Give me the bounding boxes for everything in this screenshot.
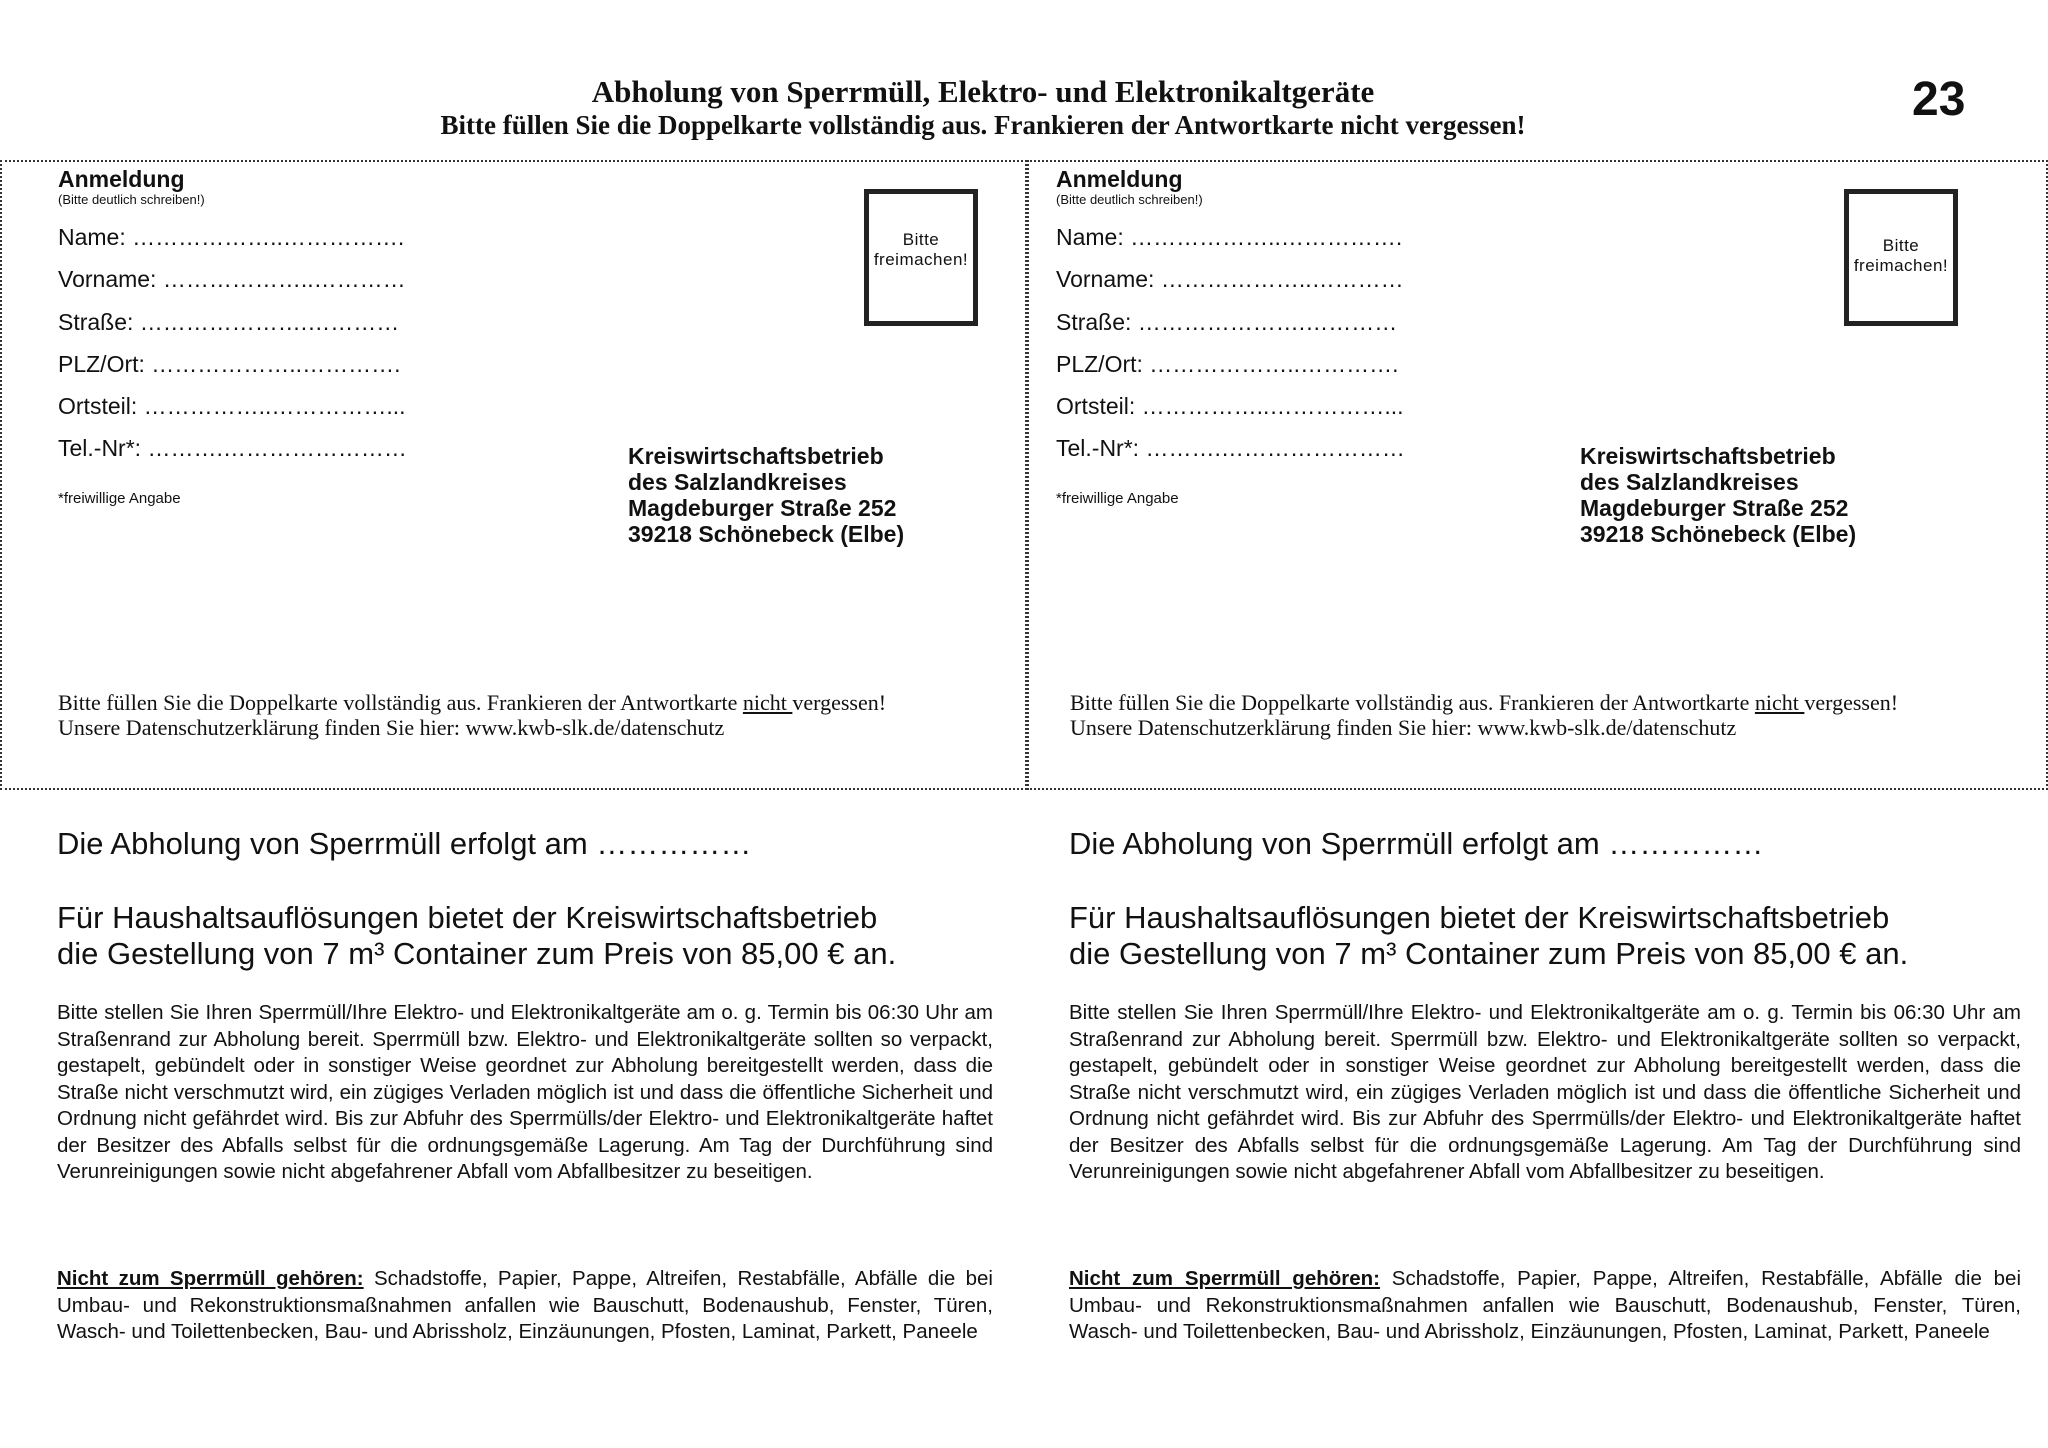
footer-text: Bitte füllen Sie die Doppelkarte vollständig aus. Frankieren der Antwortkarte	[1070, 690, 1755, 715]
name-field[interactable]: Name: ………………..…………….	[1056, 224, 1403, 250]
page-number: 23	[1912, 73, 1966, 126]
vorname-field[interactable]: Vorname: ………………..…………	[58, 266, 406, 292]
excluded-items	[57, 1266, 993, 1346]
household-offer-line-2: die Gestellung von 7 m³ Container zum Preis von 85,00 € an.	[1069, 936, 1909, 971]
excluded-items	[1069, 1266, 2021, 1346]
card-footer-line-2: Unsere Datenschutzerklärung finden Sie hier: www.kwb-slk.de/datenschutz	[58, 715, 725, 740]
pickup-date-line: Die Abholung von Sperrmüll erfolgt am ……………	[57, 826, 752, 861]
optional-note: *freiwillige Angabe	[58, 490, 181, 507]
ortsteil-field[interactable]: Ortsteil: ……………..……………...	[58, 393, 406, 419]
card-footer-line-1	[58, 690, 886, 716]
address-line-1: Kreiswirtschaftsbetrieb	[1580, 443, 1836, 469]
excluded-text: Schadstoffe, Papier, Pappe, Altreifen, Restabfälle, Abfälle die bei Umbau- und Rekonstruktionsmaßnahmen anfallen wie Bauschutt, Bodenaushub, Fenster, Türen, Wasch- und Toilettenbecken, Bau- und Abrissholz, Einzäunungen, Pfosten, Laminat, Parkett, Paneele	[1069, 1267, 2021, 1343]
name-field[interactable]: Name: ………………..…………….	[58, 224, 405, 250]
registration-card-right	[1027, 160, 2048, 790]
recipient-address	[628, 443, 904, 547]
excluded-text: Schadstoffe, Papier, Pappe, Altreifen, Restabfälle, Abfälle die bei Umbau- und Rekonstruktionsmaßnahmen anfallen wie Bauschutt, Bodenaushub, Fenster, Türen, Wasch- und Toilettenbecken, Bau- und Abrissholz, Einzäunungen, Pfosten, Laminat, Parkett, Paneele	[57, 1267, 993, 1343]
stamp-text-line1: Bitte	[1882, 236, 1920, 255]
card-title: Anmeldung	[58, 166, 185, 192]
page-subtitle: Bitte füllen Sie die Doppelkarte vollständig aus. Frankieren der Antwortkarte nicht vergessen!	[440, 110, 1526, 140]
address-line-2: des Salzlandkreises	[1580, 469, 1799, 495]
tel-field[interactable]: Tel.-Nr*: ……….……………………	[1056, 435, 1405, 461]
optional-note: *freiwillige Angabe	[1056, 490, 1179, 507]
ortsteil-field[interactable]: Ortsteil: ……………..……………...	[1056, 393, 1404, 419]
tel-field[interactable]: Tel.-Nr*: ……….……………………	[58, 435, 407, 461]
footer-text-end: vergessen!	[1804, 690, 1899, 715]
address-line-4: 39218 Schönebeck (Elbe)	[628, 521, 905, 547]
strasse-field[interactable]: Straße: ………………….…………	[58, 309, 400, 335]
plz-ort-field[interactable]: PLZ/Ort: ………………..………….	[58, 351, 401, 377]
household-offer-line-1: Für Haushaltsauflösungen bietet der Kreiswirtschaftsbetrieb	[57, 900, 878, 935]
pickup-instructions: Bitte stellen Sie Ihren Sperrmüll/Ihre Elektro- und Elektronikaltgeräte am o. g. Termin bis 06:30 Uhr am Straßenrand zur Abholung bereit. Sperrmüll bzw. Elektro- und Elektronikaltgeräte sollten so verpackt, gestapelt, gebündelt oder in sonstiger Weise geordnet zur Abholung bereitgestellt werden, dass die Straße nicht verschmutzt wird, ein zügiges Verladen möglich ist und dass die öffentliche Sicherheit und Ordnung nicht gefährdet wird. Bis zur Abfuhr des Sperrmülls/der Elektro- und Elektronikaltgeräte haftet der Besitzer des Abfalls selbst für die ordnungsgemäße Lagerung. Am Tag der Durchführung sind Verunreinigungen sowie nicht abgefahrener Abfall vom Abfallbesitzer zu beseitigen.	[57, 1001, 993, 1183]
stamp-text-line1: Bitte	[902, 230, 940, 249]
recipient-address	[1580, 443, 1856, 547]
page-title: Abholung von Sperrmüll, Elektro- und Elektronikaltgeräte	[591, 74, 1375, 109]
stamp-text-line2: freimachen!	[873, 250, 969, 269]
card-title: Anmeldung	[1056, 166, 1183, 192]
pickup-instructions: Bitte stellen Sie Ihren Sperrmüll/Ihre Elektro- und Elektronikaltgeräte am o. g. Termin bis 06:30 Uhr am Straßenrand zur Abholung bereit. Sperrmüll bzw. Elektro- und Elektronikaltgeräte sollten so verpackt, gestapelt, gebündelt oder in sonstiger Weise geordnet zur Abholung bereitgestellt werden, dass die Straße nicht verschmutzt wird, ein zügiges Verladen möglich ist und dass die öffentliche Sicherheit und Ordnung nicht gefährdet wird. Bis zur Abfuhr des Sperrmülls/der Elektro- und Elektronikaltgeräte haftet der Besitzer des Abfalls selbst für die ordnungsgemäße Lagerung. Am Tag der Durchführung sind Verunreinigungen sowie nicht abgefahrener Abfall vom Abfallbesitzer zu beseitigen.	[1069, 1001, 2021, 1183]
pickup-date-line: Die Abholung von Sperrmüll erfolgt am ……………	[1069, 826, 1764, 861]
footer-underlined: nicht	[1754, 690, 1805, 715]
card-footer-line-1	[1070, 690, 1898, 716]
stamp-text-line2: freimachen!	[1853, 256, 1949, 275]
footer-text: Bitte füllen Sie die Doppelkarte vollständig aus. Frankieren der Antwortkarte	[58, 690, 743, 715]
address-line-3: Magdeburger Straße 252	[1580, 495, 1849, 521]
address-line-1: Kreiswirtschaftsbetrieb	[628, 443, 884, 469]
card-hint: (Bitte deutlich schreiben!)	[1056, 192, 1203, 207]
footer-underlined: nicht	[742, 690, 793, 715]
footer-text-end: vergessen!	[792, 690, 887, 715]
address-line-3: Magdeburger Straße 252	[628, 495, 897, 521]
vorname-field[interactable]: Vorname: ………………..…………	[1056, 266, 1404, 292]
plz-ort-field[interactable]: PLZ/Ort: ………………..………….	[1056, 351, 1399, 377]
address-line-2: des Salzlandkreises	[628, 469, 847, 495]
strasse-field[interactable]: Straße: ………………….…………	[1056, 309, 1398, 335]
card-footer-line-2: Unsere Datenschutzerklärung finden Sie hier: www.kwb-slk.de/datenschutz	[1070, 715, 1737, 740]
household-offer-line-2: die Gestellung von 7 m³ Container zum Preis von 85,00 € an.	[57, 936, 897, 971]
stamp-box	[1844, 189, 1958, 326]
registration-card-left	[0, 160, 1027, 790]
address-line-4: 39218 Schönebeck (Elbe)	[1580, 521, 1857, 547]
stamp-box	[864, 189, 978, 326]
household-offer-line-1: Für Haushaltsauflösungen bietet der Kreiswirtschaftsbetrieb	[1069, 900, 1890, 935]
card-hint: (Bitte deutlich schreiben!)	[58, 192, 205, 207]
excluded-label: Nicht zum Sperrmüll gehören:	[1069, 1267, 1381, 1290]
excluded-label: Nicht zum Sperrmüll gehören:	[57, 1267, 364, 1290]
